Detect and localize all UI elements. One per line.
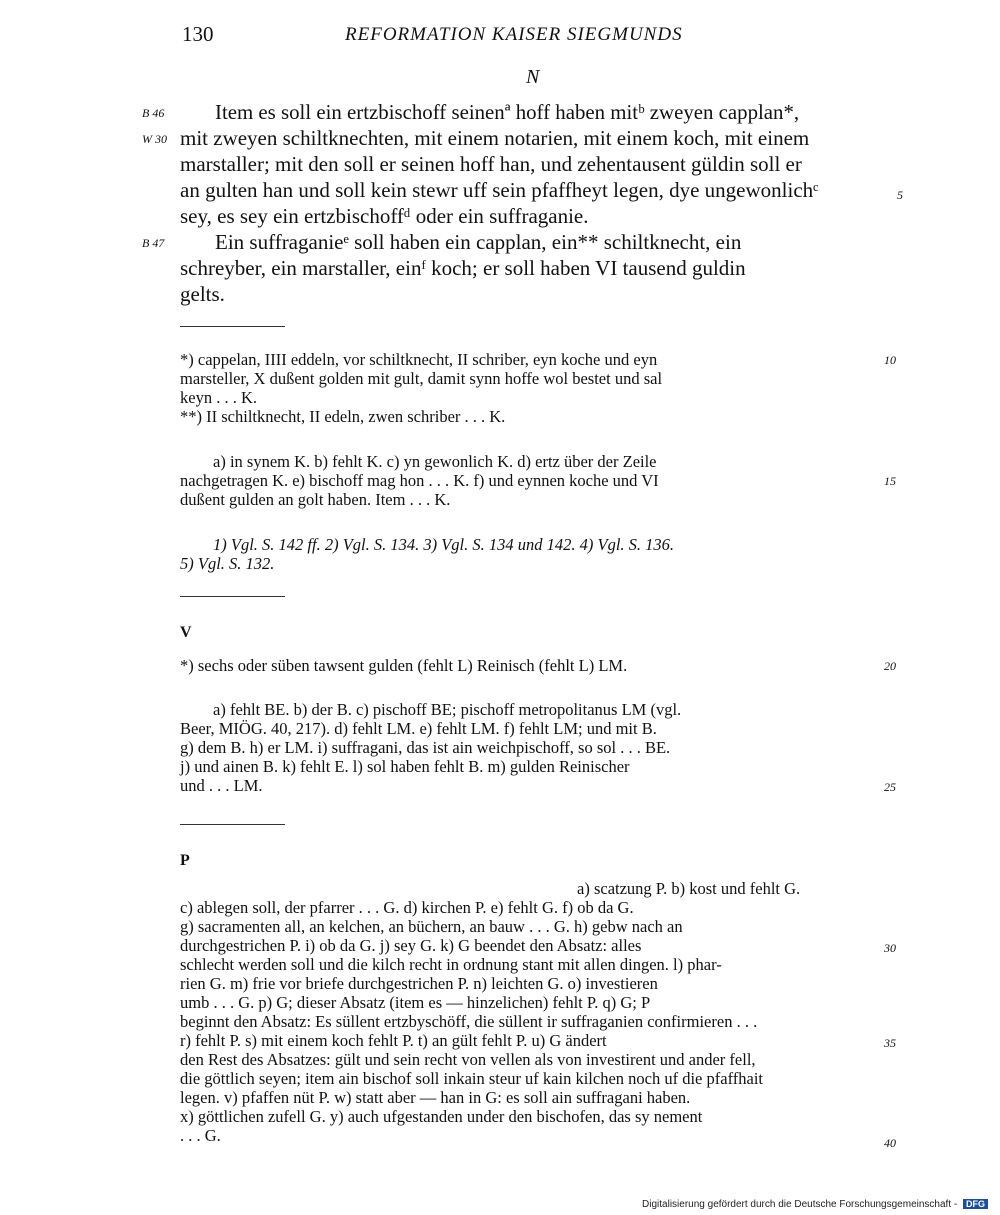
section-label-p: P — [180, 852, 190, 869]
margin-ref-b46: B 46 — [142, 106, 165, 120]
variant-line: und . . . LM. — [180, 776, 263, 795]
variant-line: x) göttlichen zufell G. y) auch ufgestanden under den bischofen, das sy nement — [180, 1107, 703, 1126]
variant-line: rien G. m) frie vor briefe durchgestrichen P. n) leichten G. o) investieren — [180, 974, 658, 993]
line-number-5: 5 — [897, 188, 903, 202]
line-number-10: 10 — [884, 353, 896, 367]
main-line: Item es soll ein ertzbischoff seinenª hoff haben mitᵇ zweyen capplan*, — [215, 100, 800, 124]
note-line: marsteller, X dußent golden mit gult, damit synn hoffe wol bestet und sal — [180, 369, 663, 388]
divider — [180, 824, 285, 825]
margin-ref-b47: B 47 — [142, 236, 165, 250]
variant-line: j) und ainen B. k) fehlt E. l) sol haben fehlt B. m) gulden Reinischer — [180, 757, 630, 776]
main-line: mit zweyen schiltknechten, mit einem notarien, mit einem koch, mit einem — [180, 126, 810, 150]
line-number-40: 40 — [884, 1136, 896, 1150]
divider — [180, 596, 285, 597]
line-number-30: 30 — [884, 941, 896, 955]
line-number-15: 15 — [884, 474, 896, 488]
footer — [642, 1199, 988, 1210]
running-head — [0, 22, 1000, 52]
variant-line: g) dem B. h) er LM. i) suffragani, das ist ain weichpischoff, so sol . . . BE. — [180, 738, 671, 757]
main-line: sey, es sey ein ertzbischoffᵈ oder ein suffraganie. — [180, 204, 589, 228]
line-number-35: 35 — [884, 1036, 896, 1050]
line-number-20: 20 — [884, 659, 896, 673]
variant-line: schlecht werden soll und die kilch recht in ordnung stant mit allen dingen. l) phar- — [180, 955, 722, 974]
variant-line: Beer, MIÖG. 40, 217). d) fehlt LM. e) fehlt LM. f) fehlt LM; und mit B. — [180, 719, 657, 738]
variant-line: beginnt den Absatz: Es süllent ertzbyschöff, die süllent ir suffraganien confirmieren . . . — [180, 1012, 758, 1031]
main-line: Ein suffraganieᵉ soll haben ein capplan, ein** schiltknecht, ein — [215, 230, 742, 254]
margin-ref-w30: W 30 — [142, 132, 167, 146]
note-line: *) cappelan, IIII eddeln, vor schiltknecht, II schriber, eyn koche und eyn — [180, 350, 658, 369]
main-line: gelts. — [180, 282, 225, 306]
section-label-v: V — [180, 624, 192, 641]
section-letter-n: N — [526, 66, 540, 88]
variant-line: a) fehlt BE. b) der B. c) pischoff BE; pischoff metropolitanus LM (vgl. — [213, 700, 682, 719]
main-line: schreyber, ein marstaller, einᶠ koch; er soll haben VI tausend guldin — [180, 256, 746, 280]
variant-line: dußent gulden an golt haben. Item . . . K. — [180, 490, 451, 509]
dfg-logo: DFG — [963, 1199, 988, 1209]
line-number-25: 25 — [884, 780, 896, 794]
variant-line: a) in synem K. b) fehlt K. c) yn gewonlich K. d) ertz über der Zeile — [213, 452, 657, 471]
main-line: an gulten han und soll kein stewr uff sein pfaffheyt legen, dye ungewonlichᶜ — [180, 178, 819, 202]
variant-line: legen. v) pfaffen nüt P. w) statt aber — han in G: es soll ain suffragani haben. — [180, 1088, 691, 1107]
variant-line: c) ablegen soll, der pfarrer . . . G. d) kirchen P. e) fehlt G. f) ob da G. — [180, 898, 634, 917]
reference-line: 1) Vgl. S. 142 ff. 2) Vgl. S. 134. 3) Vgl. S. 134 und 142. 4) Vgl. S. 136. — [213, 535, 675, 554]
variant-line: den Rest des Absatzes: gült und sein recht von vellen als von investirent und ander fell, — [180, 1050, 756, 1069]
divider — [180, 326, 285, 327]
note-line: keyn . . . K. — [180, 388, 257, 407]
footer-text: Digitalisierung gefördert durch die Deutsche Forschungsgemeinschaft - — [642, 1199, 958, 1210]
reference-line: 5) Vgl. S. 132. — [180, 554, 275, 573]
variant-line: die göttlich seyen; item ain bischof soll inkain steur uf kain kilchen noch uf die pfaffhait — [180, 1069, 764, 1088]
variant-line: . . . G. — [180, 1126, 221, 1145]
variant-line: a) scatzung P. b) kost und fehlt G. — [577, 879, 801, 898]
page-number: 130 — [182, 22, 214, 46]
note-line: *) sechs oder süben tawsent gulden (fehlt L) Reinisch (fehlt L) LM. — [180, 656, 628, 675]
variant-line: g) sacramenten all, an kelchen, an büchern, an bauw . . . G. h) gebw nach an — [180, 917, 683, 936]
variant-line: r) fehlt P. s) mit einem koch fehlt P. t) an gült fehlt P. u) G ändert — [180, 1031, 607, 1050]
page-title: REFORMATION KAISER SIEGMUNDS — [345, 24, 683, 45]
variant-line: durchgestrichen P. i) ob da G. j) sey G. k) G beendet den Absatz: alles — [180, 936, 642, 955]
main-line: marstaller; mit den soll er seinen hoff han, und zehentausent güldin soll er — [180, 152, 802, 176]
variant-line: umb . . . G. p) G; dieser Absatz (item es — hinzelichen) fehlt P. q) G; P — [180, 993, 651, 1012]
variant-line: nachgetragen K. e) bischoff mag hon . . . K. f) und eynnen koche und VI — [180, 471, 659, 490]
note-line: **) II schiltknecht, II edeln, zwen schriber . . . K. — [180, 407, 506, 426]
